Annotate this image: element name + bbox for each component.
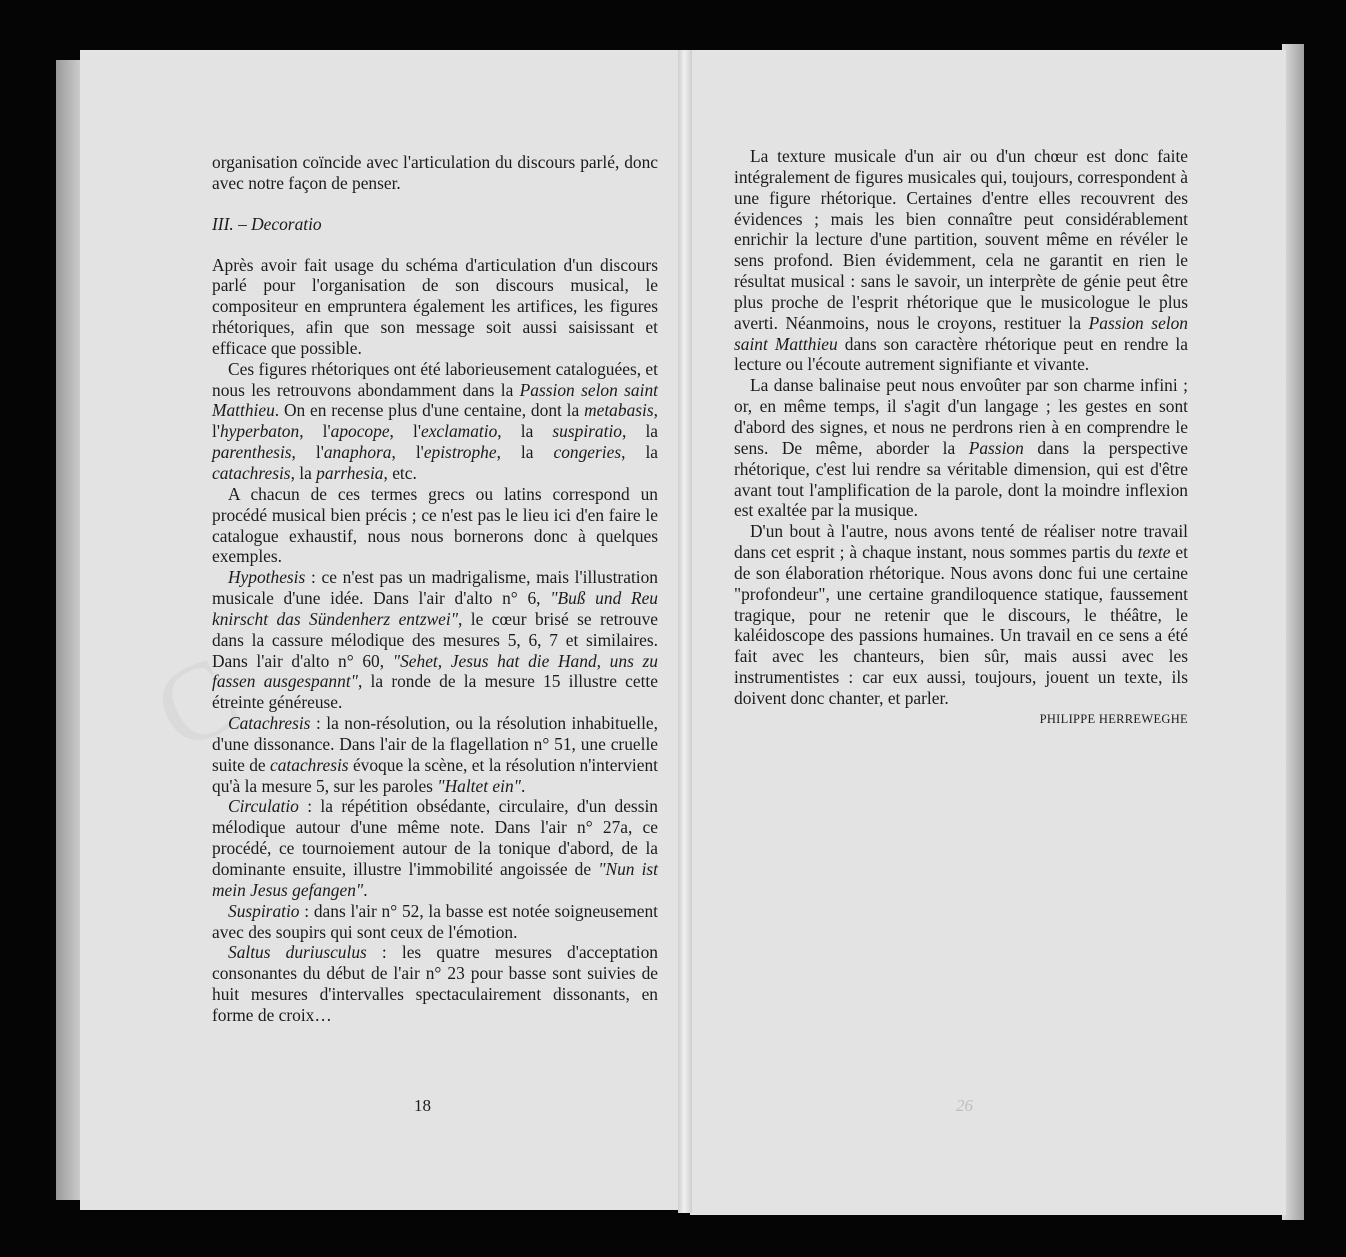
paragraph-saltus: Saltus duriusculus : les quatre mesures d'acceptation consonantes du début de l'air n° 23 pour basse sont suivies de huit mesures d'intervalles spectaculairement dissonants, en forme de croix… <box>212 942 658 1025</box>
paragraph: La texture musicale d'un air ou d'un chœur est donc faite intégralement de figures musicales qui, toujours, correspondent à une figure rhétorique. Certaines d'entre elles recouvrent des évidences ; mais les bien connaître peut considérablement enrichir la lecture d'une partition, souvent même en révéler le sens profond. Bien évidemment, cela ne garantit en rien le résultat musical : sans le savoir, un interprète de génie peut être plus proche de l'esprit rhétorique que le musicologue le plus averti. Néanmoins, nous le croyons, restituer la Passion selon saint Matthieu dans son caractère rhétorique peut en rendre la lecture ou l'écoute autrement signifiante et vivante. <box>734 146 1189 375</box>
paragraph: Ces figures rhétoriques ont été laborieusement cataloguées, et nous les retrouvons abondamment dans la Passion selon saint Matthieu. On en recense plus d'une centaine, dont la metabasis, l'hyperbaton, l'apocope, l'exclamatio, la suspiratio, la parenthesis, l'anaphora, l'epistrophe, la congeries, la catachresis, la parrhesia, etc. <box>212 358 659 483</box>
paragraph: A chacun de ces termes grecs ou latins correspond un procédé musical bien précis ; ce n'est pas le lieu ici d'en faire le catalogue exhaustif, nous nous bornerons donc à quelques exemples. <box>212 483 658 567</box>
paragraph: Après avoir fait usage du schéma d'articulation d'un discours parlé pour l'organisation de son discours musical, le compositeur en empruntera également les artifices, les figures rhétoriques, afin que son message soit aussi saisissant et efficace que possible. <box>212 254 658 358</box>
paragraph-hypothesis: Hypothesis : ce n'est pas un madrigalisme, mais l'illustration musicale d'une idée. Dans l'air d'alto n° 6, "Buß und Reu knirscht das Sündenherz entzwei", le cœur brisé se retrouve dans la cassure mélodique des mesures 5, 6, 7 et similaires. Dans l'air d'alto n° 60, "Sehet, Jesus hat die Hand, uns zu fassen ausgespannt", la ronde de la mesure 15 illustre cette étreinte généreuse. <box>212 567 658 713</box>
paragraph-catachresis: Catachresis : la non-résolution, ou la résolution inhabituelle, d'une dissonance. Dans l'air de la flagellation n° 51, une cruelle suite de catachresis évoque la scène, et la résolution n'intervient qu'à la mesure 5, sur les paroles "Haltet ein". <box>212 713 658 796</box>
paragraph-circulatio: Circulatio : la répétition obsédante, circulaire, d'un dessin mélodique autour d'une même note. Dans l'air n° 27a, ce procédé, ce tournoiement autour de la tonique d'abord, de la dominante ensuite, illustre l'immobilité angoissée de "Nun ist mein Jesus gefangen". <box>212 796 659 900</box>
page-number-left: 18 <box>414 1096 431 1115</box>
paragraph: D'un bout à l'autre, nous avons tenté de réaliser notre travail dans cet esprit ; à chaque instant, nous sommes partis du texte et de son élaboration rhétorique. Nous avons donc fui une certaine "profondeur", une certaine grandiloquence statique, faussement tragique, pour ne retenir que le discours, le théâtre, le kaléidoscope des passions humaines. Un travail en ce sens a été fait avec les chanteurs, bien sûr, mais aussi avec les instrumentistes : car eux aussi, toujours, jouent un texte, ils doivent donc chanter, et parler. <box>734 521 1188 708</box>
book-gutter <box>678 50 692 1213</box>
right-text-column <box>734 146 1188 730</box>
paragraph: La danse balinaise peut nous envoûter par son charme infini ; or, en même temps, il s'agit d'un langage ; les gestes en sont d'abord des signes, et nous ne perdrons rien à en comprendre le sens. De même, aborder la Passion dans la perspective rhétorique, c'est lui rendre sa véritable dimension, qui est d'être avant tout l'amplification de la parole, dont la moindre inflexion est exaltée par la musique. <box>734 375 1188 521</box>
page-number-right: 26 <box>956 1096 973 1115</box>
paragraph-suspiratio: Suspiratio : dans l'air n° 52, la basse est notée soigneusement avec des soupirs qui sont ceux de l'émotion. <box>212 900 658 942</box>
paragraph: organisation coïncide avec l'articulation du discours parlé, donc avec notre façon de penser. <box>212 152 658 193</box>
section-heading: III. – Decoratio <box>212 213 322 234</box>
left-text-column <box>212 152 658 1026</box>
author-signature: PHILIPPE HERREWEGHE <box>1039 711 1188 726</box>
